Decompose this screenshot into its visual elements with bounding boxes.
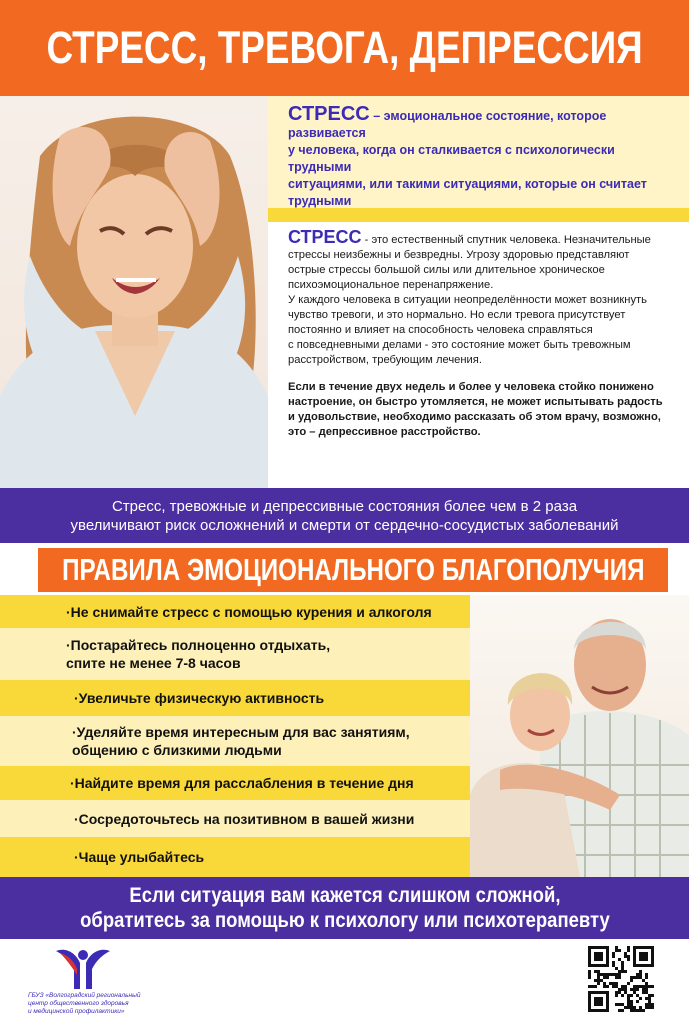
rule-item: [0, 800, 470, 837]
risk-line: увеличивают риск осложнений и смерти от сердечно-сосудистых заболеваний: [70, 516, 619, 534]
logo-figure-icon: [52, 945, 114, 991]
stressed-woman-illustration: [0, 96, 268, 488]
info-line: У каждого человека в ситуации неопределённости может возникнуть: [288, 294, 647, 306]
definition-line: ситуациями, или такими ситуациями, которые он считает трудными: [288, 177, 647, 208]
depression-line: это – депрессивное расстройство.: [288, 426, 481, 438]
rule-item: [0, 716, 470, 766]
rule-text: ·Сосредоточьтесь на позитивном в вашей жизни: [74, 810, 415, 827]
info-line: постоянно и влияет на способность человека справляться: [288, 324, 593, 336]
org-line: центр общественного здоровья: [28, 1000, 129, 1007]
divider-strip: [268, 208, 689, 222]
info-line: с повседневными делами - это состояние может быть тревожным: [288, 339, 631, 351]
rules-title: ПРАВИЛА ЭМОЦИОНАЛЬНОГО БЛАГОПОЛУЧИЯ: [61, 552, 645, 587]
info-line: стрессы неизбежны и безвредны. Угрозу здоровью представляют: [288, 249, 630, 261]
rule-text: общению с близкими людьми: [72, 742, 282, 758]
rule-item: [0, 595, 470, 628]
depression-line: и удовольствие, необходимо рассказать об этом врачу, возможно,: [288, 411, 661, 423]
organization-name: [28, 992, 158, 1016]
definition-line: у человека, когда он сталкивается с психологически трудными: [288, 143, 615, 174]
risk-banner: [0, 488, 689, 543]
rule-text: ·Чаще улыбайтесь: [74, 849, 205, 865]
info-line: расстройством, требующим лечения.: [288, 354, 482, 366]
help-line: обратитесь за помощью к психологу или психотерапевту: [79, 909, 610, 932]
definition-term: СТРЕСС: [288, 103, 370, 125]
rules-title-band: [38, 548, 668, 592]
depression-line: Если в течение двух недель и более у человека стойко понижено: [288, 381, 654, 393]
info-term: СТРЕСС: [288, 227, 362, 247]
rule-item: [0, 680, 470, 716]
stressed-woman-photo: [0, 96, 268, 488]
rule-item: [0, 766, 470, 800]
rule-text: ·Не снимайте стресс с помощью курения и алкоголя: [66, 603, 432, 620]
qr-code-icon: [588, 946, 654, 1012]
info-line: психоэмоциональное перенапряжение.: [288, 279, 494, 291]
rule-text: ·Увеличьте физическую активность: [74, 690, 325, 706]
help-line: Если ситуация вам кажется слишком сложной,: [128, 884, 561, 907]
elderly-couple-illustration: [470, 595, 689, 877]
info-line: чувство тревоги, и это нормально. Но если тревога присутствует: [288, 309, 626, 321]
risk-line: Стресс, тревожные и депрессивные состояния более чем в 2 раза: [111, 497, 578, 515]
depression-line: настроение, он быстро утомляется, не может испытывать радость: [288, 396, 663, 408]
definition-line: – эмоциональное состояние, которое развивается: [288, 109, 607, 140]
help-banner: [0, 877, 689, 939]
organization-logo: [52, 945, 114, 991]
elderly-couple-photo: [470, 595, 689, 877]
page-title: СТРЕСС, ТРЕВОГА, ДЕПРЕССИЯ: [46, 22, 643, 73]
rule-text: спите не менее 7-8 часов: [66, 655, 241, 671]
rule-text: ·Уделяйте время интересным для вас занятиям,: [72, 724, 410, 740]
qr-code[interactable]: [588, 946, 654, 1012]
stress-info-text: [288, 227, 680, 440]
org-line: и медицинской профилактики»: [28, 1008, 125, 1015]
info-line: острые стрессы большой силы или длительное хроническое: [288, 264, 605, 276]
info-line: - это естественный спутник человека. Незначительные: [361, 234, 651, 246]
rule-text: ·Постарайтесь полноценно отдыхать,: [66, 637, 331, 653]
rule-text: ·Найдите время для расслабления в течение дня: [70, 775, 414, 791]
rule-item: [0, 837, 470, 877]
org-line: ГБУЗ «Волгоградский региональный: [28, 992, 141, 999]
rule-item: [0, 628, 470, 680]
header-band: [0, 0, 689, 96]
